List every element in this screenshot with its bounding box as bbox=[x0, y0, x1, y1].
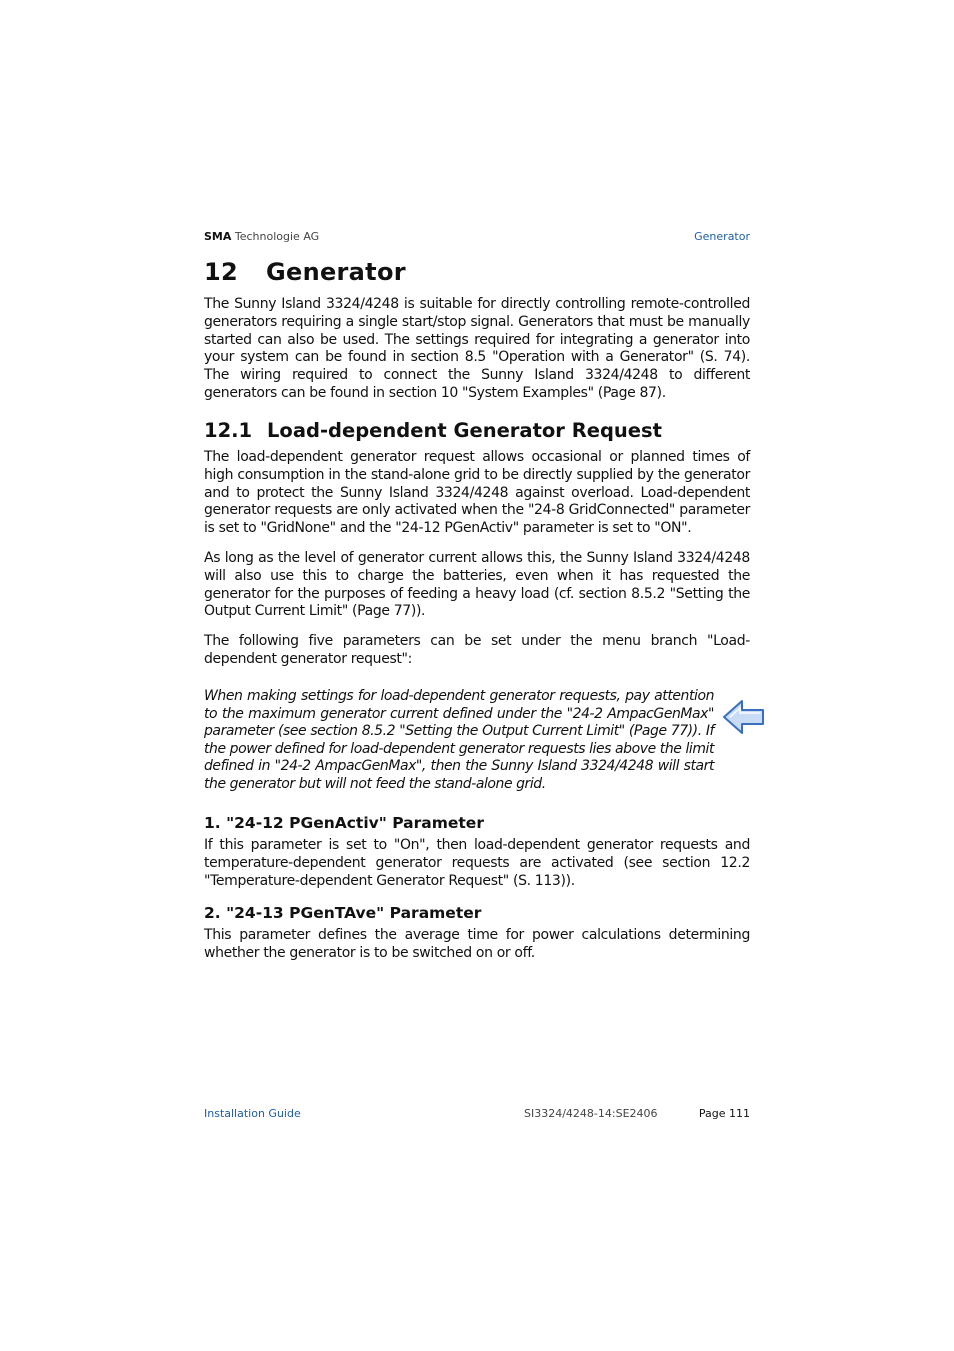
page-header bbox=[204, 229, 750, 247]
brand-name: SMA bbox=[204, 230, 232, 243]
section-number: 12.1 bbox=[204, 419, 253, 442]
chapter-intro-paragraph: The Sunny Island 3324/4248 is suitable for directly controlling remote-controlled generators requiring a single start/stop signal. Generators that must be manually started can also be used. The settings required for integrating a generator into your system can be found in section 8.5 "Operation with a Generator" (S. 74). The wiring required to connect the Sunny Island 3324/4248 to different generators can be found in section 10 "System Examples" (Page 87). bbox=[204, 296, 750, 401]
param-2-text: This parameter defines the average time for power calculations determining whether the generator is to be switched on or off. bbox=[204, 927, 750, 961]
company-name bbox=[204, 229, 319, 245]
footer-page-number: Page 111 bbox=[698, 1107, 750, 1120]
param-1-text: If this parameter is set to "On", then load-dependent generator requests and temperature-dependent generator requests are activated (see section 12.2 "Temperature-dependent Generator Request" (S. 113)). bbox=[204, 837, 750, 889]
param-2-heading: 2. "24-13 PGenTAve" Parameter bbox=[204, 904, 482, 922]
chapter-title: Generator bbox=[266, 258, 406, 286]
company-suffix: Technologie AG bbox=[231, 230, 320, 243]
section-paragraph-2: As long as the level of generator current allows this, the Sunny Island 3324/4248 will also use this to charge the batteries, even when it has requested the generator for the purposes of feeding a heavy load (cf. section 8.5.2 "Setting the Output Current Limit" (Page 77)). bbox=[204, 550, 750, 620]
section-paragraph-3: The following five parameters can be set under the menu branch "Load-dependent generator request": bbox=[204, 633, 750, 667]
page-footer bbox=[204, 1106, 750, 1122]
footer-document-id: SI3324/4248-14:SE2406 bbox=[524, 1107, 658, 1120]
header-section-name: Generator bbox=[694, 230, 750, 243]
chapter-heading bbox=[204, 256, 406, 288]
note-text: When making settings for load-dependent generator requests, pay attention to the maximum generator current defined under the "24-2 AmpacGenMax" parameter (see section 8.5.2 "Setting the Output Current Limit" (Page 77)). If the power defined for load-dependent generator requests lies above the limit defined in "24-2 AmpacGenMax", then the Sunny Island 3324/4248 will start the generator but will not feed the stand-alone grid. bbox=[204, 688, 714, 792]
arrow-left-icon bbox=[722, 698, 766, 736]
chapter-number: 12 bbox=[204, 258, 238, 286]
param-1-heading: 1. "24-12 PGenActiv" Parameter bbox=[204, 814, 484, 832]
document-page bbox=[204, 0, 750, 1351]
section-paragraph-1: The load-dependent generator request allows occasional or planned times of high consumption in the stand-alone grid to be directly supplied by the generator and to protect the Sunny Island 3324/4248 against overload. Load-dependent generator requests are only activated when the "24-8 GridConnected" parameter is set to "GridNone" and the "24-12 PGenActiv" parameter is set to "ON". bbox=[204, 449, 750, 537]
footer-guide-title: Installation Guide bbox=[204, 1107, 301, 1120]
section-heading bbox=[204, 418, 662, 444]
section-title: Load-dependent Generator Request bbox=[267, 419, 662, 442]
